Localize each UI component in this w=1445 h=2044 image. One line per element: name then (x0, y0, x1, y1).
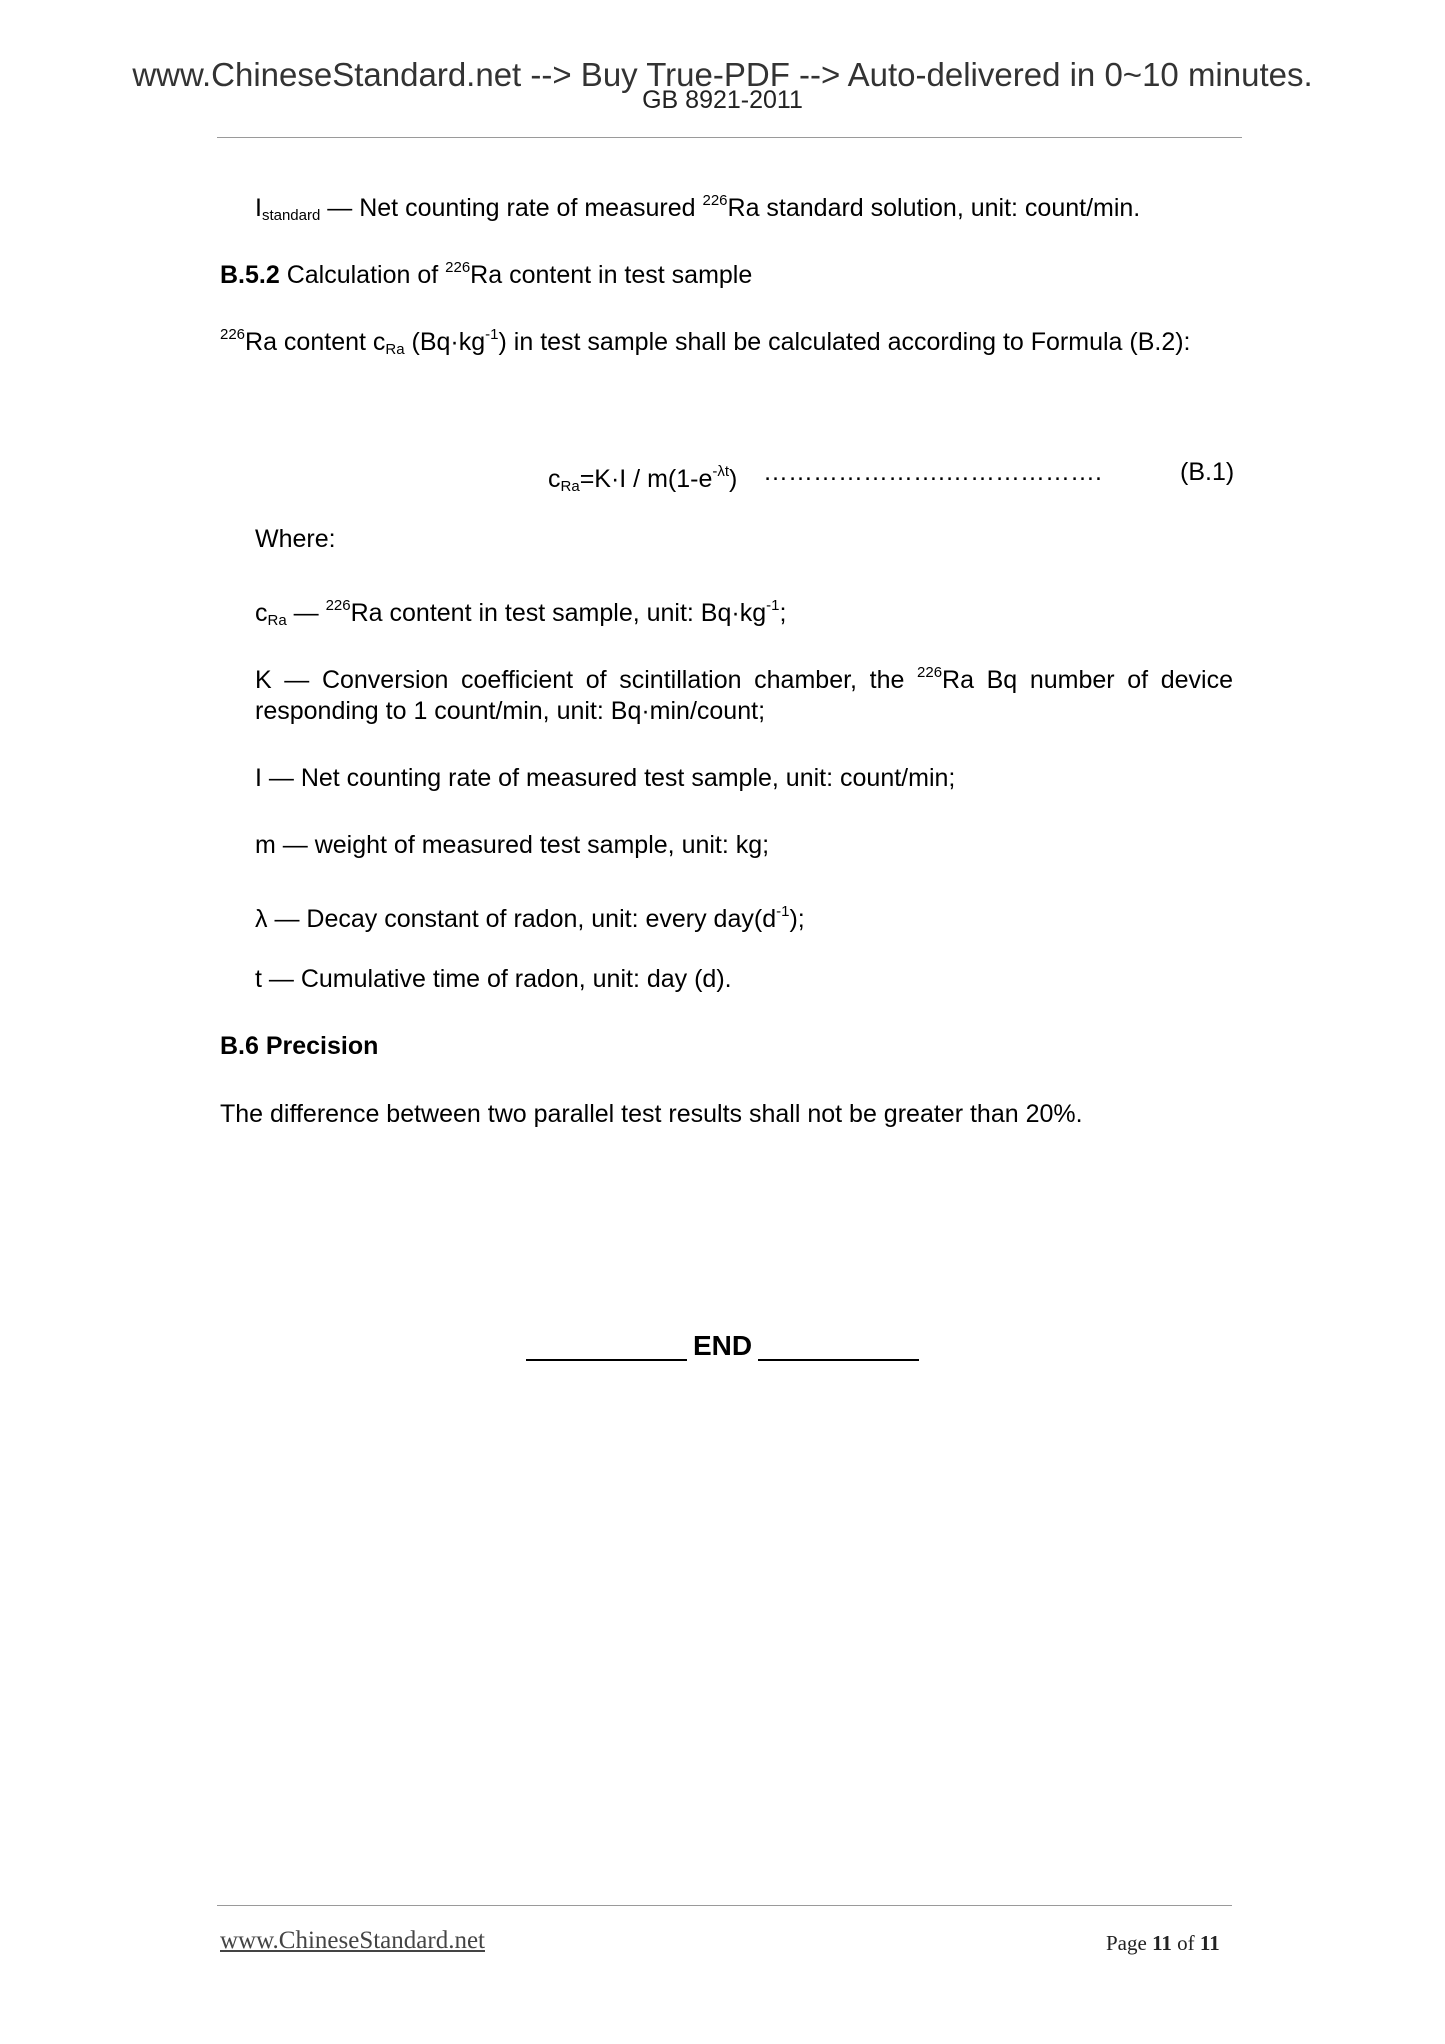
end-label: END (692, 1330, 753, 1361)
cra-tail: ; (779, 599, 787, 627)
m-definition: m — weight of measured test sample, unit: kg; (255, 831, 770, 859)
istandard-dash-text: — Net counting rate of measured (320, 194, 703, 222)
intro-text3: ) in test sample shall be calculated according to Formula (B.2): (498, 328, 1191, 356)
formula-expression: =K·I / m(1-e (579, 465, 713, 493)
footer-site-link[interactable]: www.ChineseStandard.net (220, 1927, 485, 1954)
cra-definition (255, 591, 786, 636)
cra-c: c (255, 599, 268, 627)
where-label: Where: (255, 525, 336, 553)
formula (548, 457, 737, 502)
istandard-symbol: I (255, 194, 262, 222)
i-definition: I — Net counting rate of measured test sample, unit: count/min; (255, 764, 956, 792)
istandard-subscript: standard (261, 207, 321, 224)
cra-sub-ra: Ra (267, 612, 287, 629)
page-of: of (1177, 1931, 1195, 1955)
k-text-b: Ra Bq number of device (942, 666, 1233, 694)
k-definition-line2: responding to 1 count/min, unit: Bq·min/count; (255, 697, 766, 725)
section-b52-number: B.5.2 (220, 261, 280, 289)
section-b6-heading: B.6 Precision (220, 1032, 379, 1060)
cra-exponent: -1 (766, 597, 780, 614)
section-b52-text-after: Ra content in test sample (470, 261, 753, 289)
footer-divider (217, 1905, 1232, 1906)
formula-exponent: -λt (712, 463, 730, 480)
end-marker (0, 1330, 1445, 1362)
formula-c: c (548, 465, 561, 493)
isotope-mass: 226 (702, 192, 728, 209)
k-text-a: K — Conversion coefficient of scintillation chamber, the (255, 666, 918, 694)
section-b52-heading (220, 253, 752, 290)
isotope-mass: 226 (325, 597, 351, 614)
end-rule-right (758, 1359, 919, 1361)
cra-text: Ra content in test sample, unit: Bq·kg (350, 599, 767, 627)
intro-exponent: -1 (485, 326, 499, 343)
isotope-mass: 226 (445, 259, 471, 276)
istandard-rest: Ra standard solution, unit: count/min. (727, 194, 1141, 222)
lambda-definition (255, 897, 805, 934)
istandard-definition (255, 186, 1140, 231)
header-divider (217, 137, 1242, 138)
isotope-mass: 226 (917, 664, 943, 681)
intro-sub-ra: Ra (385, 341, 405, 358)
formula-intro (220, 320, 1191, 365)
isotope-mass: 226 (220, 326, 246, 343)
section-b6-text: The difference between two parallel test results shall not be greater than 20%. (220, 1100, 1083, 1128)
k-definition-line1 (255, 658, 1233, 695)
standard-code: GB 8921-2011 (642, 86, 803, 114)
lambda-text: λ — Decay constant of radon, unit: every day(d (255, 905, 777, 933)
formula-close: ) (729, 465, 738, 493)
intro-text2: (Bq·kg (404, 328, 486, 356)
intro-text1: Ra content c (245, 328, 386, 356)
page-total: 11 (1199, 1931, 1220, 1955)
lambda-tail: ); (789, 905, 805, 933)
formula-sub-ra: Ra (560, 478, 580, 495)
t-definition: t — Cumulative time of radon, unit: day (d). (255, 965, 732, 993)
lambda-exponent: -1 (776, 903, 790, 920)
page-current: 11 (1152, 1931, 1172, 1955)
formula-leader-dots: ………………….………………. (763, 458, 1102, 486)
formula-number: (B.1) (1180, 458, 1235, 486)
cra-dash: — (286, 599, 326, 627)
page-number (1106, 1931, 1220, 1956)
end-rule-left (526, 1359, 687, 1361)
page-word: Page (1106, 1931, 1147, 1955)
section-b52-text-before: Calculation of (279, 261, 446, 289)
header-banner[interactable]: www.ChineseStandard.net --> Buy True-PDF --> Auto-delivered in 0~10 minutes. (132, 56, 1313, 93)
